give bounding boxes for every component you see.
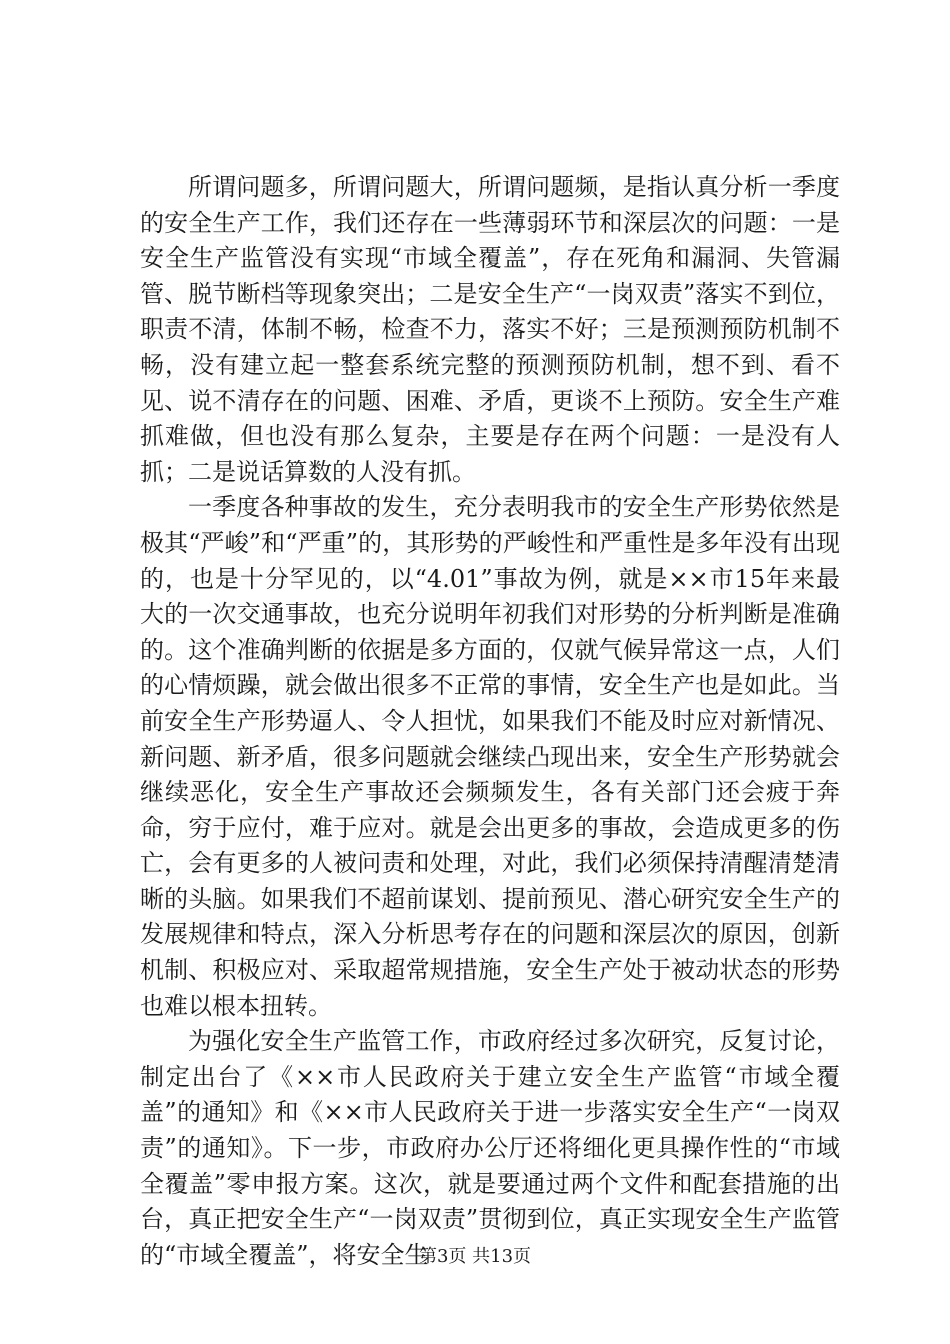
paragraph-3: 为强化安全生产监管工作，市政府经过多次研究，反复讨论，制定出台了《××市人民政府关于建立安全生产监管“市域全覆盖”的通知》和《××市人民政府关于进一步落实安全生产“一岗双责”的通知》。下一步，市政府办公厅还将细化更具操作性的“市域全覆盖”零申报方案。这次，就是要通过两个文件和配套措施的出台，真正把安全生产“一岗双责”贯彻到位，真正实现安全生产监管的“市域全覆盖”，将安全生: [140, 1027, 840, 1269]
paragraph-2: 一季度各种事故的发生，充分表明我市的安全生产形势依然是极其“严峻”和“严重”的，其形势的严峻性和严重性是多年没有出现的，也是十分罕见的，以“4.01”事故为例，就是××市15年来最大的一次交通事故，也充分说明年初我们对形势的分析判断是准确的。这个准确判断的依据是多方面的，仅就气候异常这一点，人们的心情烦躁，就会做出很多不正常的事情，安全生产也是如此。当前安全生产形势逼人、令人担忧，如果我们不能及时应对新情况、新问题、新矛盾，很多问题就会继续凸现出来，安全生产形势就会继续恶化，安全生产事故还会频频发生，各有关部门还会疲于奔命，穷于应付，难于应对。就是会出更多的事故，会造成更多的伤亡，会有更多的人被问责和处理，对此，我们必须保持清醒清楚清晰的头脑。如果我们不超前谋划、提前预见、潜心研究安全生产的发展规律和特点，深入分析思考存在的问题和深层次的原因，创新机制、积极应对、采取超常规措施，安全生产处于被动状态的形势也难以根本扭转。: [140, 493, 840, 1020]
page-footer: 第3页 共13页: [418, 1246, 532, 1267]
document-body: [140, 170, 840, 1273]
paragraph-1: 所谓问题多，所谓问题大，所谓问题频，是指认真分析一季度的安全生产工作，我们还存在一些薄弱环节和深层次的问题：一是安全生产监管没有实现“市域全覆盖”，存在死角和漏洞、失管漏管、脱节断档等现象突出；二是安全生产“一岗双责”落实不到位，职责不清，体制不畅，检查不力，落实不好；三是预测预防机制不畅，没有建立起一整套系统完整的预测预防机制，想不到、看不见、说不清存在的问题、困难、矛盾，更谈不上预防。安全生产难抓难做，但也没有那么复杂，主要是存在两个问题：一是没有人抓；二是说话算数的人没有抓。: [140, 173, 840, 486]
